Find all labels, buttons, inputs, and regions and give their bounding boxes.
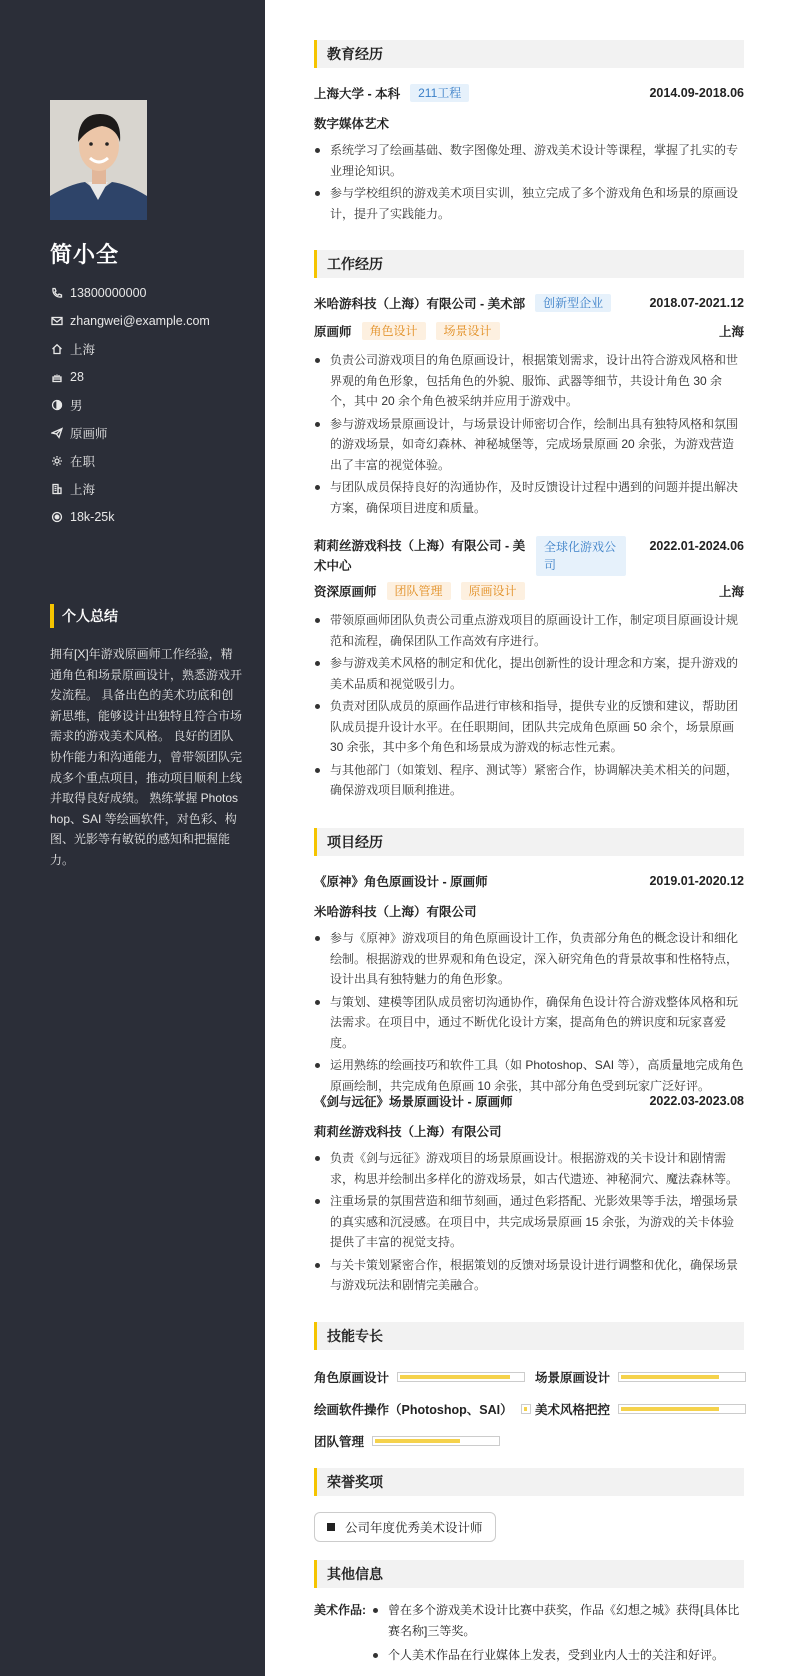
company-name-line: 术中心 xyxy=(314,559,352,573)
job-header xyxy=(314,294,744,312)
skill-bar-fill xyxy=(621,1375,719,1379)
project-org: 米哈游科技（上海）有限公司 xyxy=(314,905,477,919)
location-text: 上海 xyxy=(70,343,96,357)
job-role-row xyxy=(314,582,744,600)
list-item: 负责公司游戏项目的角色原画设计，根据策划需求，设计出符合游戏风格和世界观的角色形象，包括角色的外貌、服饰、武器等细节，共设计角色 30 余个，其中 20 余个角色被采纳并应用于游戏中。 xyxy=(314,350,744,412)
skill-item xyxy=(535,1368,746,1386)
job-city: 上海 xyxy=(718,585,744,599)
salary-row xyxy=(50,503,260,531)
position-text: 原画师 xyxy=(70,427,108,441)
mail-icon xyxy=(50,314,64,328)
skill-tag: 原画设计 xyxy=(461,582,525,600)
honors-heading: 荣誉奖项 xyxy=(314,1468,744,1496)
award-text: 公司年度优秀美术设计师 xyxy=(345,1521,483,1535)
location-row xyxy=(50,335,260,363)
skill-name: 绘画软件操作（Photoshop、SAI） xyxy=(314,1403,513,1417)
list-item: 带领原画师团队负责公司重点游戏项目的原画设计工作，制定项目原画设计规范和流程，确保团队工作高效有序进行。 xyxy=(314,610,744,651)
award-badge xyxy=(314,1512,496,1542)
other-label: 美术作品: xyxy=(314,1603,366,1617)
job-role: 资深原画师 xyxy=(314,585,377,599)
gender-row xyxy=(50,391,260,419)
project-name: 《原神》角色原画设计 - 原画师 xyxy=(314,875,488,889)
skill-name: 团队管理 xyxy=(314,1435,365,1449)
skill-item xyxy=(535,1400,746,1418)
project-header xyxy=(314,1092,744,1110)
list-item: 与策划、建模等团队成员密切沟通协作，确保角色设计符合游戏整体风格和玩法需求。在项目中，通过不断优化设计方案，提高角色的辨识度和玩家喜爱度。 xyxy=(314,992,744,1054)
status-row xyxy=(50,447,260,475)
list-item: 运用熟练的绘画技巧和软件工具（如 Photoshop、SAI 等），高质量地完成角色原画绘制，共完成角色原画 10 余张，其中部分角色受到玩家广泛好评。 xyxy=(314,1055,744,1096)
list-item: 与团队成员保持良好的沟通协作，及时反馈设计过程中遇到的问题并提出解决方案，确保项目进度和质量。 xyxy=(314,477,744,518)
skill-name: 角色原画设计 xyxy=(314,1371,390,1385)
summary-heading: 个人总结 xyxy=(50,604,118,628)
age-text: 28 xyxy=(70,370,84,384)
gear-icon xyxy=(50,454,64,468)
job-bullets xyxy=(314,350,744,520)
list-item: 参与游戏场景原画设计，与场景设计师密切合作，绘制出具有独特风格和氛围的游戏场景，如奇幻森林、神秘城堡等，完成场景原画 20 余张，为游戏营造出了丰富的视觉体验。 xyxy=(314,414,744,476)
skill-bar-fill xyxy=(400,1375,510,1379)
phone-icon xyxy=(50,286,64,300)
job-date: 2018.07-2021.12 xyxy=(649,296,744,310)
position-row xyxy=(50,419,260,447)
list-item: 个人美术作品在行业媒体上发表，受到业内人士的关注和好评。 xyxy=(372,1645,744,1666)
project-bullets xyxy=(314,1148,744,1298)
contact-info xyxy=(50,279,260,531)
job-bullets xyxy=(314,610,744,803)
skill-bar xyxy=(521,1404,531,1414)
school-name: 上海大学 - 本科 xyxy=(314,87,401,101)
city-text: 上海 xyxy=(70,483,96,497)
gender-text: 男 xyxy=(70,399,83,413)
skill-bar-fill xyxy=(375,1439,460,1443)
skill-item xyxy=(314,1368,525,1386)
education-date: 2014.09-2018.06 xyxy=(649,86,744,100)
company-tag: 创新型企业 xyxy=(535,294,611,312)
phone-row xyxy=(50,279,260,307)
list-item: 参与学校组织的游戏美术项目实训，独立完成了多个游戏角色和场景的原画设计，提升了实践能力。 xyxy=(314,183,744,224)
job-role-row xyxy=(314,322,744,340)
skills-heading: 技能专长 xyxy=(314,1322,744,1350)
list-item: 负责《剑与远征》游戏项目的场景原画设计。根据游戏的关卡设计和剧情需求，构思并绘制出多样化的游戏场景，如古代遗迹、神秘洞穴、魔法森林等。 xyxy=(314,1148,744,1189)
project-name: 《剑与远征》场景原画设计 - 原画师 xyxy=(314,1095,513,1109)
list-item: 与其他部门（如策划、程序、测试等）紧密合作，协调解决美术相关的问题，确保游戏项目顺利推进。 xyxy=(314,760,744,801)
square-bullet-icon xyxy=(327,1523,335,1531)
school-tag: 211工程 xyxy=(410,84,469,102)
project-bullets xyxy=(314,928,744,1098)
project-header xyxy=(314,872,744,890)
education-header xyxy=(314,84,744,102)
status-text: 在职 xyxy=(70,455,96,469)
avatar xyxy=(50,100,147,220)
other-heading: 其他信息 xyxy=(314,1560,744,1588)
phone-text: 13800000000 xyxy=(70,286,147,300)
work-heading: 工作经历 xyxy=(314,250,744,278)
company-name-line: 莉莉丝游戏科技（上海）有限公司 - 美 xyxy=(314,539,526,553)
company-name xyxy=(314,536,526,576)
skill-bar-fill xyxy=(524,1407,527,1411)
project-date: 2022.03-2023.08 xyxy=(649,1094,744,1108)
education-heading: 教育经历 xyxy=(314,40,744,68)
list-item: 曾在多个游戏美术设计比赛中获奖，作品《幻想之城》获得[具体比赛名称]三等奖。 xyxy=(372,1600,744,1641)
cake-icon xyxy=(50,370,64,384)
skill-bar xyxy=(397,1372,525,1382)
education-major: 数字媒体艺术 xyxy=(314,117,390,131)
job-header xyxy=(314,536,744,576)
building-icon xyxy=(50,482,64,496)
city-row xyxy=(50,475,260,503)
email-row xyxy=(50,307,260,335)
project-date: 2019.01-2020.12 xyxy=(649,874,744,888)
skill-tag: 角色设计 xyxy=(362,322,426,340)
list-item: 注重场景的氛围营造和细节刻画，通过色彩搭配、光影效果等手法，增强场景的真实感和沉浸感。在项目中，共完成场景原画 15 余张，为游戏的关卡体验提供了丰富的视觉支持。 xyxy=(314,1191,744,1253)
skill-item xyxy=(314,1400,531,1418)
job-city: 上海 xyxy=(718,325,744,339)
list-item: 与关卡策划紧密合作，根据策划的反馈对场景设计进行调整和优化，确保场景与游戏玩法和剧情完美融合。 xyxy=(314,1255,744,1296)
projects-heading: 项目经历 xyxy=(314,828,744,856)
email-text: zhangwei@example.com xyxy=(70,314,210,328)
job-date: 2022.01-2024.06 xyxy=(649,539,744,553)
skill-tag: 场景设计 xyxy=(436,322,500,340)
skill-name: 美术风格把控 xyxy=(535,1403,611,1417)
candidate-name: 简小全 xyxy=(50,242,120,267)
skill-bar xyxy=(372,1436,500,1446)
skill-bar xyxy=(618,1372,746,1382)
job-role: 原画师 xyxy=(314,325,352,339)
project-org: 莉莉丝游戏科技（上海）有限公司 xyxy=(314,1125,502,1139)
company-name: 米哈游科技（上海）有限公司 - 美术部 xyxy=(314,297,526,311)
company-tag xyxy=(536,536,626,576)
education-bullets xyxy=(314,140,744,226)
list-item: 参与《原神》游戏项目的角色原画设计工作，负责部分角色的概念设计和细化绘制。根据游戏的世界观和角色设定，深入研究角色的背景故事和性格特点，设计出具有独特魅力的角色形象。 xyxy=(314,928,744,990)
other-bullets xyxy=(372,1600,744,1670)
skill-bar-fill xyxy=(621,1407,719,1411)
company-tag-line: 全球化游戏公 xyxy=(544,540,617,554)
other-info xyxy=(314,1600,744,1670)
home-icon xyxy=(50,342,64,356)
gender-icon xyxy=(50,398,64,412)
age-row xyxy=(50,363,260,391)
list-item: 系统学习了绘画基础、数字图像处理、游戏美术设计等课程，掌握了扎实的专业理论知识。 xyxy=(314,140,744,181)
list-item: 负责对团队成员的原画作品进行审核和指导，提供专业的反馈和建议，帮助团队成员提升设计水平。在任职期间，团队共完成角色原画 50 余个，场景原画 30 余张，其中多个角色和场景成为游戏的标志性元素。 xyxy=(314,696,744,758)
skill-tag: 团队管理 xyxy=(387,582,451,600)
company-tag-line: 司 xyxy=(544,558,557,572)
send-icon xyxy=(50,426,64,440)
coin-icon xyxy=(50,510,64,524)
skill-item xyxy=(314,1432,500,1450)
sidebar xyxy=(0,0,265,1676)
list-item: 参与游戏美术风格的制定和优化，提出创新性的设计理念和方案，提升游戏的美术品质和视觉吸引力。 xyxy=(314,653,744,694)
skill-name: 场景原画设计 xyxy=(535,1371,611,1385)
skill-bar xyxy=(618,1404,746,1414)
summary-text: 拥有[X]年游戏原画师工作经验，精通角色和场景原画设计，熟悉游戏开发流程。 具备出色的美术功底和创新思维，能够设计出独特且符合市场需求的游戏美术风格。 良好的团队协作能力和沟通能力，曾带领团队完成多个重点项目，推动项目顺利上线并取得良好成绩。 熟练掌握 Photoshop、SAI 等绘画软件，对色彩、构图、光影等有敏锐的感知和把握能力。 xyxy=(50,647,243,867)
salary-text: 18k-25k xyxy=(70,510,115,524)
